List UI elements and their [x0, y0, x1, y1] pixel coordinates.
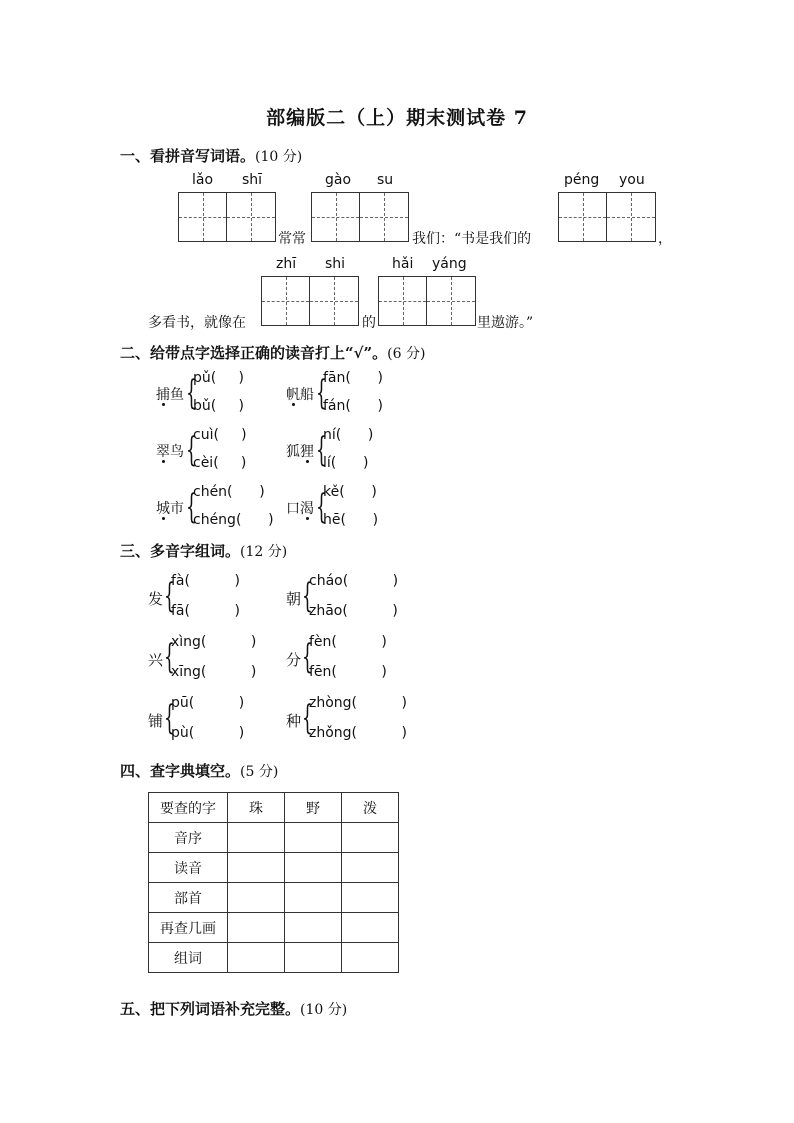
- polyphone-char: 朝: [286, 590, 302, 608]
- pinyin-peng: péng: [564, 172, 600, 188]
- table-header-row: [149, 793, 399, 823]
- writing-grid-zhishi[interactable]: [261, 276, 359, 326]
- grid-cell[interactable]: [559, 193, 607, 241]
- row-label: 再查几画: [149, 913, 228, 943]
- brace: {: [316, 373, 327, 413]
- table-row: [149, 853, 399, 883]
- pinyin-option[interactable]: hē( ): [323, 512, 379, 528]
- polyphone-char: 发: [148, 590, 164, 608]
- row-label: 组词: [149, 943, 228, 973]
- table-header-cell: 野: [285, 793, 342, 823]
- word-blank[interactable]: pù( ): [171, 725, 245, 741]
- row-label: 部首: [149, 883, 228, 913]
- word-blank[interactable]: zhāo( ): [309, 603, 398, 619]
- answer-cell[interactable]: [285, 913, 342, 943]
- sentence-text: ，: [658, 231, 672, 247]
- word-blank[interactable]: xìng( ): [171, 634, 257, 650]
- polyphone-char: 铺: [148, 712, 164, 730]
- pinyin-option[interactable]: chéng( ): [193, 512, 274, 528]
- answer-cell[interactable]: [342, 883, 399, 913]
- dotted-word: 帆船: [286, 387, 314, 403]
- pinyin-option[interactable]: lí( ): [323, 455, 369, 471]
- word-blank[interactable]: zhòng( ): [309, 695, 407, 711]
- pinyin-option[interactable]: fān( ): [323, 370, 384, 386]
- emphasis-dot: [162, 517, 165, 520]
- pinyin-option[interactable]: kě( ): [323, 484, 377, 500]
- dotted-word: 捕鱼: [156, 387, 184, 403]
- word-blank[interactable]: fā( ): [171, 603, 240, 619]
- answer-cell[interactable]: [285, 853, 342, 883]
- pinyin-yang: yáng: [432, 256, 467, 272]
- table-row: [149, 943, 399, 973]
- brace: {: [316, 430, 327, 470]
- word-blank[interactable]: fèn( ): [309, 634, 387, 650]
- brace: {: [302, 576, 313, 616]
- section-3-heading: 三、多音字组词。(12 分): [120, 542, 288, 560]
- answer-cell[interactable]: [285, 883, 342, 913]
- grid-cell[interactable]: [227, 193, 275, 241]
- grid-cell[interactable]: [607, 193, 655, 241]
- sentence-text: 我们：“书是我们的: [412, 231, 532, 247]
- brace: {: [186, 430, 197, 470]
- polyphone-char: 分: [286, 651, 302, 669]
- brace: {: [316, 487, 327, 527]
- polyphone-char: 种: [286, 712, 302, 730]
- answer-cell[interactable]: [228, 823, 285, 853]
- writing-grid-pengyou[interactable]: [558, 192, 656, 242]
- dotted-word: 城市: [156, 501, 184, 517]
- page-title: 部编版二（上）期末测试卷 7: [266, 107, 528, 129]
- pinyin-hai: hǎi: [392, 256, 414, 272]
- answer-cell[interactable]: [228, 853, 285, 883]
- pinyin-option[interactable]: bǔ( ): [193, 398, 244, 414]
- section-2-heading: 二、给带点字选择正确的读音打上“√”。(6 分): [120, 344, 426, 362]
- pinyin-zhi: zhī: [276, 256, 297, 272]
- pinyin-you: you: [619, 172, 645, 188]
- brace: {: [164, 698, 175, 738]
- emphasis-dot: [162, 460, 165, 463]
- pinyin-gao: gào: [325, 172, 352, 188]
- brace: {: [164, 576, 175, 616]
- pinyin-option[interactable]: fán( ): [323, 398, 384, 414]
- emphasis-dot: [306, 460, 309, 463]
- pinyin-option[interactable]: cuì( ): [193, 427, 247, 443]
- answer-cell[interactable]: [342, 943, 399, 973]
- pinyin-option[interactable]: chén( ): [193, 484, 265, 500]
- pinyin-option[interactable]: pǔ( ): [193, 370, 244, 386]
- grid-cell[interactable]: [179, 193, 227, 241]
- word-blank[interactable]: fēn( ): [309, 664, 387, 680]
- pinyin-option[interactable]: cèi( ): [193, 455, 247, 471]
- brace: {: [164, 637, 175, 677]
- emphasis-dot: [306, 517, 309, 520]
- answer-cell[interactable]: [342, 823, 399, 853]
- table-header-cell: 泼: [342, 793, 399, 823]
- section-1-heading: 一、看拼音写词语。(10 分): [120, 147, 303, 165]
- pinyin-lao: lǎo: [192, 172, 214, 188]
- emphasis-dot: [292, 403, 295, 406]
- emphasis-dot: [162, 403, 165, 406]
- grid-cell[interactable]: [312, 193, 360, 241]
- word-blank[interactable]: cháo( ): [309, 573, 399, 589]
- writing-grid-gaosu[interactable]: [311, 192, 409, 242]
- writing-grid-laoshi[interactable]: [178, 192, 276, 242]
- grid-cell[interactable]: [360, 193, 408, 241]
- brace: {: [186, 373, 197, 413]
- pinyin-option[interactable]: ní( ): [323, 427, 374, 443]
- grid-cell[interactable]: [310, 277, 358, 325]
- word-blank[interactable]: fà( ): [171, 573, 240, 589]
- answer-cell[interactable]: [228, 883, 285, 913]
- table-header-cell: 要查的字: [149, 793, 228, 823]
- brace: {: [302, 698, 313, 738]
- answer-cell[interactable]: [285, 823, 342, 853]
- answer-cell[interactable]: [228, 913, 285, 943]
- dotted-word: 狐狸: [286, 444, 314, 460]
- answer-cell[interactable]: [342, 913, 399, 943]
- answer-cell[interactable]: [342, 853, 399, 883]
- writing-grid-haiyang[interactable]: [378, 276, 476, 326]
- table-row: [149, 883, 399, 913]
- grid-cell[interactable]: [262, 277, 310, 325]
- dotted-word: 翠鸟: [156, 444, 184, 460]
- grid-cell[interactable]: [379, 277, 427, 325]
- word-blank[interactable]: xīng( ): [171, 664, 257, 680]
- dictionary-table: [148, 792, 399, 973]
- sentence-text: 里遨游。”: [477, 315, 534, 331]
- table-row: [149, 913, 399, 943]
- pinyin-shi: shī: [242, 172, 263, 188]
- sentence-text: 多看书，就像在: [148, 315, 246, 331]
- brace: {: [186, 487, 197, 527]
- pinyin-shi2: shi: [325, 256, 346, 272]
- word-blank[interactable]: pū( ): [171, 695, 245, 711]
- pinyin-su: su: [377, 172, 394, 188]
- table-row: [149, 823, 399, 853]
- table-header-cell: 珠: [228, 793, 285, 823]
- sentence-text: 的: [362, 315, 376, 331]
- row-label: 音序: [149, 823, 228, 853]
- sentence-text: 常常: [278, 231, 306, 247]
- brace: {: [302, 637, 313, 677]
- section-4-heading: 四、查字典填空。(5 分): [120, 762, 279, 780]
- grid-cell[interactable]: [427, 277, 475, 325]
- word-blank[interactable]: zhǒng( ): [309, 725, 407, 741]
- section-5-heading: 五、把下列词语补充完整。(10 分): [120, 1000, 348, 1018]
- answer-cell[interactable]: [285, 943, 342, 973]
- polyphone-char: 兴: [148, 651, 164, 669]
- dotted-word: 口渴: [286, 501, 314, 517]
- row-label: 读音: [149, 853, 228, 883]
- answer-cell[interactable]: [228, 943, 285, 973]
